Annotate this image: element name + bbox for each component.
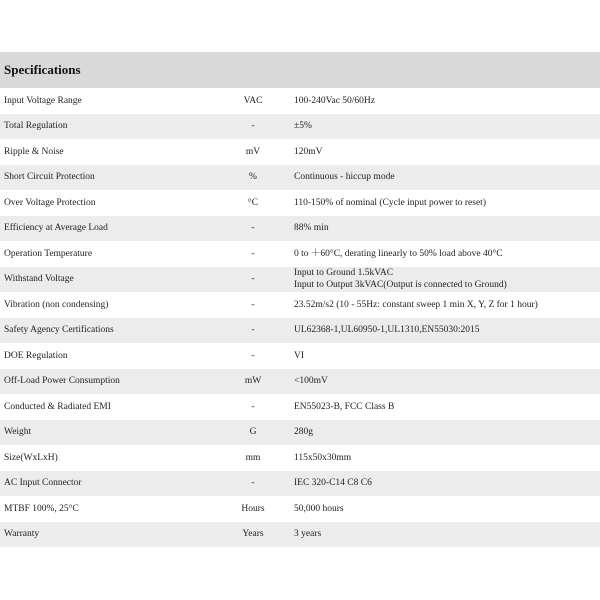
table-row bbox=[0, 420, 600, 446]
parameter-cell: AC Input Connector bbox=[0, 471, 216, 497]
value-line: EN55023-B, FCC Class B bbox=[294, 401, 395, 412]
value-line: 110-150% of nominal (Cycle input power to reset) bbox=[294, 197, 486, 208]
value-cell bbox=[290, 420, 600, 446]
specifications-table bbox=[0, 88, 600, 547]
value-line: 3 years bbox=[294, 529, 322, 540]
table-row bbox=[0, 343, 600, 369]
value-line: 50,000 hours bbox=[294, 503, 344, 514]
parameter-cell: Safety Agency Certifications bbox=[0, 318, 216, 344]
value-line: Input to Ground 1.5kVAC bbox=[294, 268, 394, 279]
value-line: 115x50x30mm bbox=[294, 452, 352, 463]
value-line: <100mV bbox=[294, 376, 328, 387]
value-cell bbox=[290, 522, 600, 548]
table-row bbox=[0, 114, 600, 140]
table-row bbox=[0, 139, 600, 165]
parameter-cell: Efficiency at Average Load bbox=[0, 216, 216, 242]
parameter-cell: DOE Regulation bbox=[0, 343, 216, 369]
table-row bbox=[0, 292, 600, 318]
value-cell bbox=[290, 114, 600, 140]
table-row bbox=[0, 241, 600, 267]
unit-cell: Years bbox=[216, 522, 290, 548]
table-row bbox=[0, 369, 600, 395]
value-line: UL62368-1,UL60950-1,UL1310,EN55030:2015 bbox=[294, 325, 480, 336]
value-line: Input to Output 3kVAC(Output is connected to Ground) bbox=[294, 280, 507, 291]
parameter-cell: Weight bbox=[0, 420, 216, 446]
unit-cell: mW bbox=[216, 369, 290, 395]
table-row bbox=[0, 496, 600, 522]
parameter-cell: Input Voltage Range bbox=[0, 88, 216, 114]
unit-cell: - bbox=[216, 292, 290, 318]
value-line: IEC 320-C14 C8 C6 bbox=[294, 478, 372, 489]
parameter-cell: Off-Load Power Consumption bbox=[0, 369, 216, 395]
value-line: VI bbox=[294, 350, 305, 361]
parameter-cell: Operation Temperature bbox=[0, 241, 216, 267]
table-row bbox=[0, 471, 600, 497]
parameter-cell: MTBF 100%, 25°C bbox=[0, 496, 216, 522]
parameter-cell: Conducted & Radiated EMI bbox=[0, 394, 216, 420]
table-row bbox=[0, 165, 600, 191]
value-cell bbox=[290, 394, 600, 420]
value-cell bbox=[290, 165, 600, 191]
table-row bbox=[0, 522, 600, 548]
table-row bbox=[0, 216, 600, 242]
unit-cell: °C bbox=[216, 190, 290, 216]
value-cell bbox=[290, 471, 600, 497]
value-cell bbox=[290, 496, 600, 522]
value-cell bbox=[290, 267, 600, 293]
unit-cell: - bbox=[216, 343, 290, 369]
unit-cell: - bbox=[216, 114, 290, 140]
unit-cell: - bbox=[216, 471, 290, 497]
table-row bbox=[0, 190, 600, 216]
value-cell bbox=[290, 241, 600, 267]
value-line: 280g bbox=[294, 427, 313, 438]
value-line: 100-240Vac 50/60Hz bbox=[294, 95, 375, 106]
unit-cell: - bbox=[216, 267, 290, 293]
value-line: Continuous - hiccup mode bbox=[294, 172, 395, 183]
parameter-cell: Warranty bbox=[0, 522, 216, 548]
value-line: 23.52m/s2 (10 - 55Hz: constant sweep 1 min X, Y, Z for 1 hour) bbox=[294, 299, 538, 310]
unit-cell: - bbox=[216, 216, 290, 242]
parameter-cell: Over Voltage Protection bbox=[0, 190, 216, 216]
unit-cell: Hours bbox=[216, 496, 290, 522]
unit-cell: % bbox=[216, 165, 290, 191]
unit-cell: - bbox=[216, 394, 290, 420]
value-line: ±5% bbox=[294, 121, 312, 132]
unit-cell: mV bbox=[216, 139, 290, 165]
value-line: 88% min bbox=[294, 223, 329, 234]
table-row bbox=[0, 267, 600, 293]
value-cell bbox=[290, 343, 600, 369]
parameter-cell: Short Circuit Protection bbox=[0, 165, 216, 191]
unit-cell: - bbox=[216, 318, 290, 344]
unit-cell: G bbox=[216, 420, 290, 446]
unit-cell: VAC bbox=[216, 88, 290, 114]
value-line: 0 to ＋60°C, derating linearly to 50% load above 40°C bbox=[294, 248, 503, 259]
table-row bbox=[0, 394, 600, 420]
value-cell bbox=[290, 190, 600, 216]
parameter-cell: Size(WxLxH) bbox=[0, 445, 216, 471]
table-row bbox=[0, 88, 600, 114]
parameter-cell: Total Regulation bbox=[0, 114, 216, 140]
value-cell bbox=[290, 369, 600, 395]
value-line: 120mV bbox=[294, 146, 323, 157]
value-cell bbox=[290, 292, 600, 318]
value-cell bbox=[290, 318, 600, 344]
unit-cell: mm bbox=[216, 445, 290, 471]
parameter-cell: Withstand Voltage bbox=[0, 267, 216, 293]
parameter-cell: Ripple & Noise bbox=[0, 139, 216, 165]
value-cell bbox=[290, 445, 600, 471]
table-row bbox=[0, 318, 600, 344]
table-row bbox=[0, 445, 600, 471]
value-cell bbox=[290, 88, 600, 114]
parameter-cell: Vibration (non condensing) bbox=[0, 292, 216, 318]
value-cell bbox=[290, 216, 600, 242]
unit-cell: - bbox=[216, 241, 290, 267]
value-cell bbox=[290, 139, 600, 165]
specifications-table-body bbox=[0, 88, 600, 547]
specifications-sheet bbox=[0, 52, 600, 547]
specifications-header bbox=[0, 52, 600, 88]
section-title: Specifications bbox=[4, 62, 81, 77]
